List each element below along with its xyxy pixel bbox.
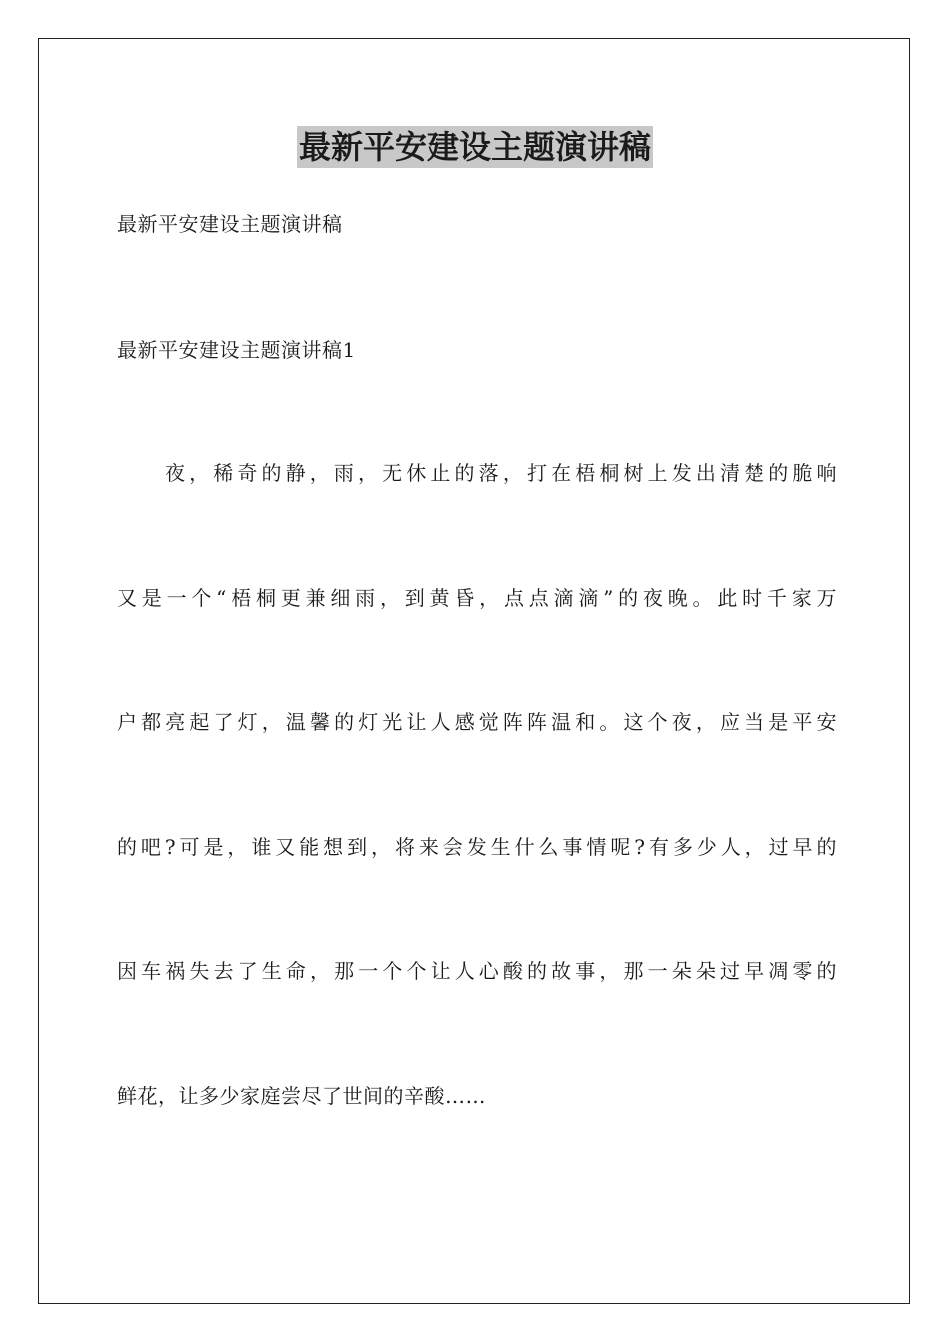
body-line: 的吧?可是，谁又能想到，将来会发生什么事情呢?有多少人，过早的 (117, 835, 837, 859)
title-container (0, 126, 950, 168)
body-line: 因车祸失去了生命，那一个个让人心酸的故事，那一朵朵过早凋零的 (117, 959, 837, 983)
body-line: 又是一个“梧桐更兼细雨，到黄昏，点点滴滴”的夜晚。此时千家万 (117, 586, 837, 610)
document-subtitle: 最新平安建设主题演讲稿 (117, 212, 343, 236)
body-line: 鲜花，让多少家庭尝尽了世间的辛酸…… (117, 1084, 486, 1108)
body-line: 夜，稀奇的静，雨，无休止的落，打在梧桐树上发出清楚的脆响 (165, 461, 837, 485)
document-title: 最新平安建设主题演讲稿 (298, 128, 651, 166)
body-line: 户都亮起了灯，温馨的灯光让人感觉阵阵温和。这个夜，应当是平安 (117, 710, 837, 734)
section-heading: 最新平安建设主题演讲稿1 (117, 338, 356, 362)
